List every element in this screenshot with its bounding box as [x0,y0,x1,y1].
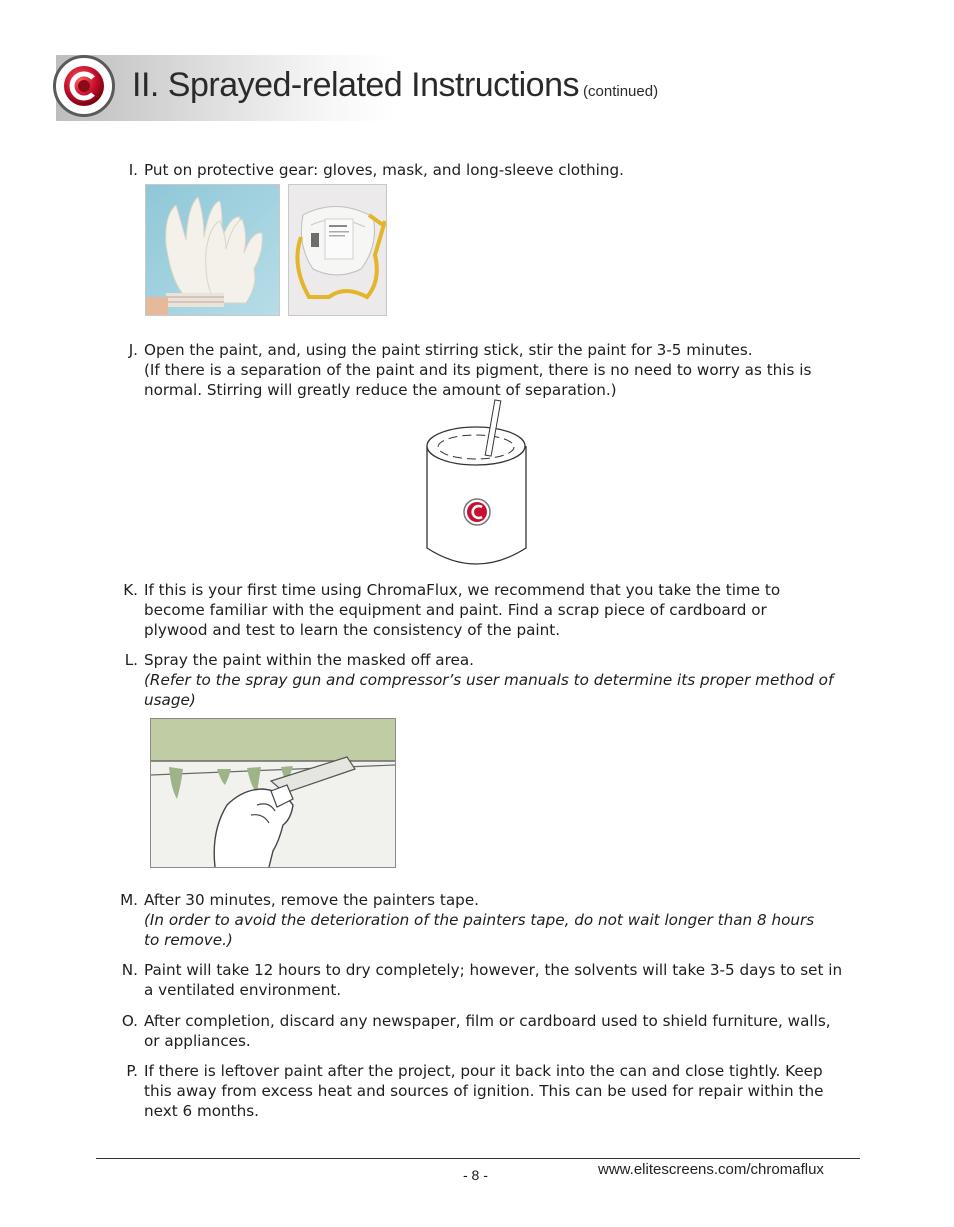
step-text: Spray the paint within the masked off area. [144,651,474,669]
step-text: Put on protective gear: gloves, mask, and long-sleeve clothing. [144,161,624,179]
step-text: If this is your first time using ChromaFlux, we recommend that you take the time to [144,581,781,599]
footer-rule [96,1158,860,1159]
step-text: next 6 months. [144,1102,259,1120]
step-l [108,650,860,710]
step-o [108,1011,860,1051]
step-text: (If there is a separation of the paint and its pigment, there is no need to worry as this is [144,361,812,379]
tape-removal-illustration [150,718,396,868]
step-n [108,960,860,1000]
step-marker: M. [120,891,138,909]
page-subtitle: (continued) [583,83,659,100]
step-marker: N. [121,961,138,979]
step-m [108,890,860,950]
step-text: normal. Stirring will greatly reduce the amount of separation.) [144,381,617,399]
step-text: this away from excess heat and sources of ignition. This can be used for repair within the [144,1082,824,1100]
footer-url[interactable]: www.elitescreens.com/chromaflux [598,1161,824,1178]
step-note: (Refer to the spray gun and compressor’s user manuals to determine its proper method of [144,671,834,689]
step-marker: L. [124,651,138,669]
step-text: After completion, discard any newspaper, film or cardboard used to shield furniture, walls, [144,1012,831,1030]
paint-can-illustration [420,398,532,570]
step-text: Paint will take 12 hours to dry completely; however, the solvents will take 3-5 days to set in [144,961,843,979]
step-k [108,580,860,640]
step-text: Open the paint, and, using the paint stirring stick, stir the paint for 3-5 minutes. [144,341,753,359]
step-marker: O. [121,1012,138,1030]
step-text: If there is leftover paint after the project, pour it back into the can and close tightly. Keep [144,1062,823,1080]
step-note: usage) [144,691,196,709]
step-i [108,160,860,180]
step-j [108,340,860,400]
step-text: or appliances. [144,1032,251,1050]
step-text: After 30 minutes, remove the painters tape. [144,891,479,909]
step-text: plywood and test to learn the consistency of the paint. [144,621,561,639]
step-marker: K. [123,581,138,599]
step-text: become familiar with the equipment and paint. Find a scrap piece of cardboard or [144,601,767,619]
page-number: - 8 - [463,1167,488,1183]
elite-c-logo-icon [464,499,490,525]
gloves-image [145,184,280,316]
step-marker: J. [128,341,138,359]
step-note: (In order to avoid the deterioration of the painters tape, do not wait longer than 8 hours [144,911,815,929]
step-text: a ventilated environment. [144,981,342,999]
step-marker: P. [126,1062,138,1080]
step-p [108,1061,860,1121]
mask-image [288,184,387,316]
step-note: to remove.) [144,931,233,949]
page-title: II. Sprayed-related Instructions (continued) [132,66,659,104]
elite-c-logo-icon [53,55,115,117]
step-marker: I. [128,161,138,179]
